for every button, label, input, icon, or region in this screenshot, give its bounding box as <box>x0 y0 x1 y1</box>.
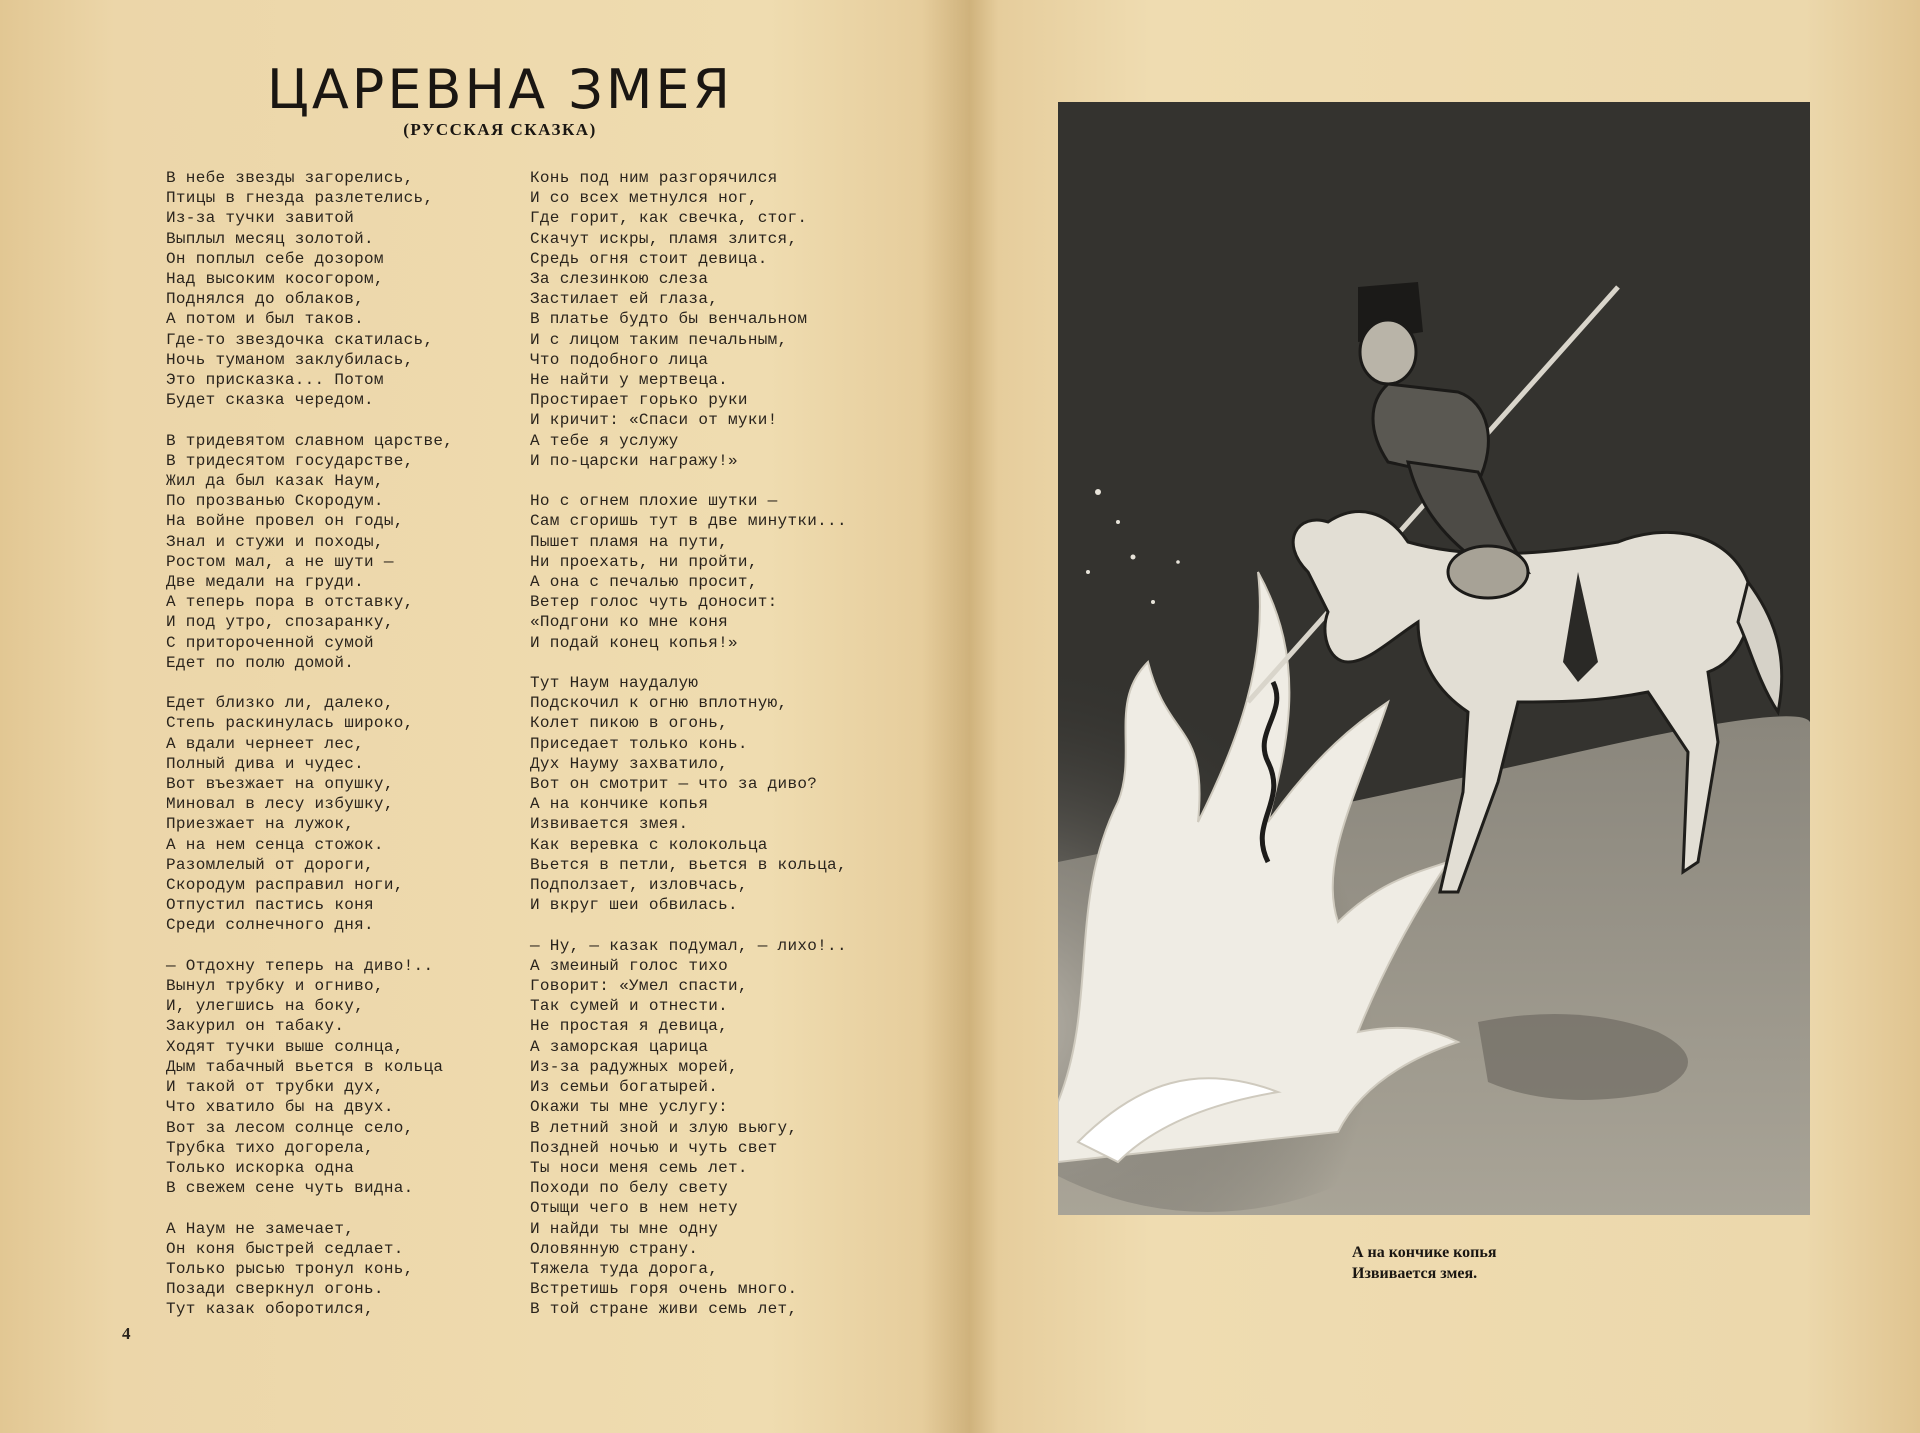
poem-line: На войне провел он годы, <box>166 512 404 531</box>
poem-line: Степь раскинулась широко, <box>166 714 414 733</box>
stanza <box>166 168 506 410</box>
poem-line: Застилает ей глаза, <box>530 290 719 309</box>
poem-line: Ночь туманом заклубилась, <box>166 350 414 369</box>
poem-line: Дух Науму захватило, <box>530 754 729 773</box>
poem-line: Миновал в лесу избушку, <box>166 795 394 814</box>
poem-line: Встретишь горя очень много. <box>530 1280 798 1299</box>
poem-line: Тяжела туда дорога, <box>530 1259 719 1278</box>
poem-line: Окажи ты мне услугу: <box>530 1098 729 1117</box>
poem-line: Из-за тучки завитой <box>166 209 355 228</box>
poem-line: В тридесятом государстве, <box>166 451 414 470</box>
poem-line: По прозванью Скородум. <box>166 492 384 511</box>
stanza <box>166 693 506 935</box>
stanza <box>530 936 890 1320</box>
poem-line: А заморская царица <box>530 1037 709 1056</box>
poem-line: Отыщи чего в нем нету <box>530 1199 738 1218</box>
stanza <box>530 168 890 471</box>
poem-line: Скачут искры, пламя злится, <box>530 229 798 248</box>
poem-line: Две медали на груди. <box>166 573 365 592</box>
poem-line: Ростом мал, а не шути — <box>166 552 394 571</box>
poem-line: Поднялся до облаков, <box>166 290 365 309</box>
stanza <box>530 673 890 915</box>
poem-line: Простирает горько руки <box>530 391 748 410</box>
poem-line: Полный дива и чудес. <box>166 754 365 773</box>
poem-line: Только рысью тронул конь, <box>166 1259 414 1278</box>
poem-line: Над высоким косогором, <box>166 270 384 289</box>
poem-line: И такой от трубки дух, <box>166 1078 384 1097</box>
poem-line: Не найти у мертвеца. <box>530 371 729 390</box>
poem-line: Где-то звездочка скатилась, <box>166 330 434 349</box>
poem-line: В небе звезды загорелись, <box>166 169 414 187</box>
poem-line: Тут казак оборотился, <box>166 1300 374 1319</box>
poem-line: Знал и стужи и походы, <box>166 532 384 551</box>
page-number: 4 <box>122 1324 131 1343</box>
poem-line: Сам сгоришь тут в две минутки... <box>530 512 847 531</box>
poem-line: Подползает, изловчась, <box>530 876 748 895</box>
poem-line: И со всех метнулся ног, <box>530 189 758 208</box>
poem-line: Извивается змея. <box>530 815 689 834</box>
poem-line: Вот он смотрит — что за диво? <box>530 775 818 794</box>
poem-line: Ходят тучки выше солнца, <box>166 1037 404 1056</box>
poem-line: В тридевятом славном царстве, <box>166 431 454 450</box>
poem-line: Ни проехать, ни пройти, <box>530 552 758 571</box>
poem-line: Он коня быстрей седлает. <box>166 1239 404 1258</box>
poem-line: В летний зной и злую вьюгу, <box>530 1118 798 1137</box>
caption-line-1: А на кончике копья <box>1352 1244 1497 1261</box>
poem-line: И вкруг шеи обвилась. <box>530 896 738 915</box>
poem-line: За слезинкою слеза <box>530 270 709 289</box>
poem-line: Отпустил пастись коня <box>166 896 374 915</box>
poem-line: В платье будто бы венчальном <box>530 310 808 329</box>
page-title: ЦАРЕВНА ЗМЕЯ <box>266 58 734 121</box>
poem-line: И, улегшись на боку, <box>166 997 365 1016</box>
poem-line: Среди солнечного дня. <box>166 916 374 935</box>
illustration-caption <box>1352 1242 1652 1284</box>
poem-line: — Ну, — казак подумал, — лихо!.. <box>530 936 847 955</box>
poem-line: Но с огнем плохие шутки — <box>530 492 778 511</box>
poem-line: Едет по полю домой. <box>166 653 355 672</box>
poem-line: Ветер голос чуть доносит: <box>530 593 778 612</box>
poem-line: Закурил он табаку. <box>166 1017 345 1036</box>
poem-line: А она с печалью просит, <box>530 573 758 592</box>
page-subtitle: (РУССКАЯ СКАЗКА) <box>403 120 597 139</box>
poem-line: Как веревка с колокольца <box>530 835 768 854</box>
poem-line: А на кончике копья <box>530 795 709 814</box>
poem-line: Приседает только конь. <box>530 734 748 753</box>
stanza <box>530 491 890 653</box>
poem-line: И найди ты мне одну <box>530 1219 719 1238</box>
poem-line: Он поплыл себе дозором <box>166 249 384 268</box>
stanza <box>166 956 506 1198</box>
poem-line: Вот за лесом солнце село, <box>166 1118 414 1137</box>
poem-line: Скородум расправил ноги, <box>166 876 404 895</box>
poem-line: — Отдохну теперь на диво!.. <box>166 956 434 975</box>
poem-line: И под утро, спозаранку, <box>166 613 394 632</box>
poem-column-left <box>166 168 506 1340</box>
poem-line: Что подобного лица <box>530 350 709 369</box>
poem-line: Позади сверкнул огонь. <box>166 1280 384 1299</box>
poem-line: Это присказка... Потом <box>166 371 384 390</box>
poem-line: Выплыл месяц золотой. <box>166 229 374 248</box>
poem-line: С притороченной сумой <box>166 633 374 652</box>
poem-line: Где горит, как свечка, стог. <box>530 209 808 228</box>
poem-line: И кричит: «Спаси от муки! <box>530 411 778 430</box>
poem-line: В свежем сене чуть видна. <box>166 1179 414 1198</box>
poem-line: Что хватило бы на двух. <box>166 1098 394 1117</box>
poem-line: Трубка тихо догорела, <box>166 1138 374 1157</box>
poem-line: «Подгони ко мне коня <box>530 613 729 632</box>
poem-line: И по-царски награжу!» <box>530 451 738 470</box>
poem-line: Пышет пламя на пути, <box>530 532 729 551</box>
poem-line: Едет близко ли, далеко, <box>166 694 394 713</box>
poem-line: Не простая я девица, <box>530 1017 729 1036</box>
poem-line: Из-за радужных морей, <box>530 1057 738 1076</box>
poem-line: А теперь пора в отставку, <box>166 593 414 612</box>
poem-line: Вот въезжает на опушку, <box>166 775 394 794</box>
poem-line: А тебе я услужу <box>530 431 679 450</box>
poem-line: Ты носи меня семь лет. <box>530 1158 748 1177</box>
poem-line: Походи по белу свету <box>530 1179 729 1198</box>
poem-line: Приезжает на лужок, <box>166 815 355 834</box>
poem-line: И подай конец копья!» <box>530 633 738 652</box>
poem-line: Конь под ним разгорячился <box>530 169 778 187</box>
illustration-cossack-serpent <box>1058 102 1810 1215</box>
poem-line: Вьется в петли, вьется в кольца, <box>530 855 847 874</box>
poem-line: Средь огня стоит девица. <box>530 249 768 268</box>
poem-line: А змеиный голос тихо <box>530 956 729 975</box>
poem-line: Будет сказка чередом. <box>166 391 374 410</box>
poem-line: А потом и был таков. <box>166 310 365 329</box>
poem-line: Дым табачный вьется в кольца <box>166 1057 444 1076</box>
poem-line: А на нем сенца стожок. <box>166 835 384 854</box>
illustration-drawing <box>1058 102 1810 1215</box>
poem-line: Птицы в гнезда разлетелись, <box>166 189 434 208</box>
stanza <box>166 1219 506 1320</box>
poem-line: В той стране живи семь лет, <box>530 1300 798 1319</box>
poem-line: Подскочил к огню вплотную, <box>530 694 788 713</box>
poem-line: Поздней ночью и чуть свет <box>530 1138 778 1157</box>
poem-line: Оловянную страну. <box>530 1239 699 1258</box>
caption-line-2: Извивается змея. <box>1352 1265 1478 1282</box>
poem-line: Только искорка одна <box>166 1158 355 1177</box>
poem-line: Из семьи богатырей. <box>530 1078 719 1097</box>
poem-line: Так сумей и отнести. <box>530 997 729 1016</box>
poem-line: А вдали чернеет лес, <box>166 734 365 753</box>
poem-line: Жил да был казак Наум, <box>166 472 384 491</box>
stanza <box>166 431 506 673</box>
poem-line: Вынул трубку и огниво, <box>166 977 384 996</box>
poem-line: Говорит: «Умел спасти, <box>530 977 748 996</box>
poem-line: Колет пикою в огонь, <box>530 714 729 733</box>
poem-line: Разомлелый от дороги, <box>166 855 374 874</box>
poem-line: Тут Наум наудалую <box>530 674 699 693</box>
poem-line: А Наум не замечает, <box>166 1219 355 1238</box>
poem-column-right <box>530 168 890 1340</box>
poem-line: И с лицом таким печальным, <box>530 330 788 349</box>
